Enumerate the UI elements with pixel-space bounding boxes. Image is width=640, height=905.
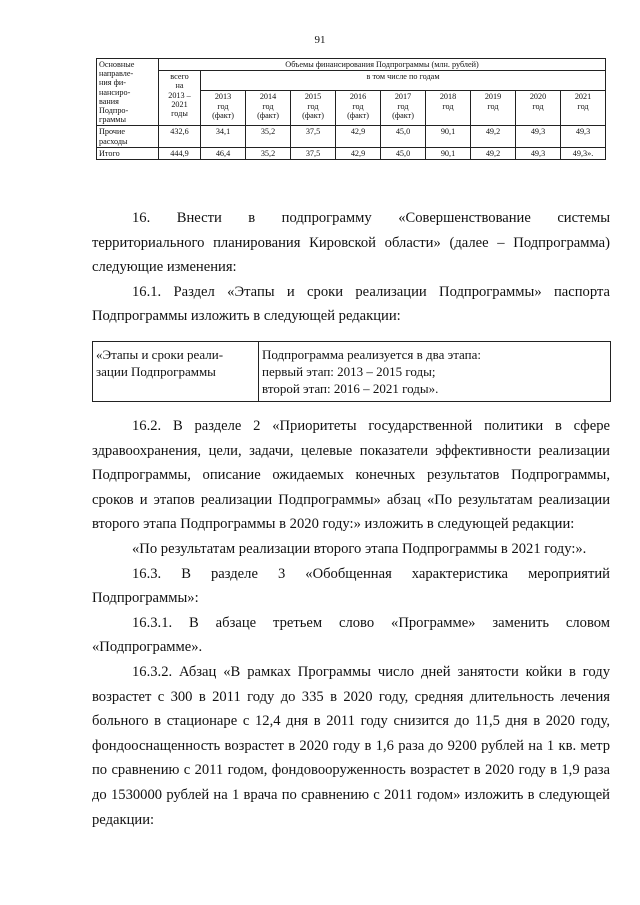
paragraph: 16.3.2. Абзац «В рамках Программы число дней занятости койки в году возрастет с 300 в 2011 году до 335 в 2020 году, средняя длительность лечения больного в стационаре с 12,4 дня в 2011 году снизится до 11,5 дня в 2020 году, фондооснащенность возрастет в 2020 году в 1,6 раза до 9200 рублей на 1 кв. метр по сравнению с 2011 годом, фондовооруженность возрастет в 2020 году в 1,9 раза до 1530000 рублей на 1 врача по сравнению с 2011 годом» изложить в следующей редакции: xyxy=(92,663,610,828)
stages-label: «Этапы и сроки реали- зации Подпрограммы xyxy=(93,342,259,402)
table-cell: 90,1 xyxy=(426,126,471,147)
table-cell: 49,3 xyxy=(561,126,606,147)
stages-value: Подпрограмма реализуется в два этапа: первый этап: 2013 – 2015 годы; второй этап: 2016 – 2021 годы». xyxy=(259,342,611,402)
header-year-2015: 2015 год (факт) xyxy=(291,91,336,126)
table-cell: 46,4 xyxy=(201,147,246,159)
page-number: 91 xyxy=(314,34,326,46)
header-financing-volume: Объемы финансирования Подпрограммы (млн. рублей) xyxy=(159,59,606,71)
header-year-2020: 2020 год xyxy=(516,91,561,126)
table-cell: 49,3». xyxy=(561,147,606,159)
table-row xyxy=(97,147,606,159)
text-block-bottom xyxy=(92,414,610,832)
table-cell: 37,5 xyxy=(291,126,336,147)
table-cell: 49,3 xyxy=(516,147,561,159)
header-year-2014: 2014 год (факт) xyxy=(246,91,291,126)
financing-table xyxy=(96,58,606,160)
text-block-top xyxy=(92,206,610,329)
header-year-2016: 2016 год (факт) xyxy=(336,91,381,126)
paragraph: «По результатам реализации второго этапа Подпрограммы в 2021 году:». xyxy=(132,540,587,557)
paragraph: 16.1. Раздел «Этапы и сроки реализации Подпрограммы» паспорта Подпрограммы изложить в следующей редакции: xyxy=(92,283,610,325)
table-cell: 90,1 xyxy=(426,147,471,159)
paragraph: 16.3.1. В абзаце третьем слово «Программе» заменить словом «Подпрограмме». xyxy=(92,614,610,656)
stages-table xyxy=(92,341,611,402)
table-cell: 45,0 xyxy=(381,126,426,147)
header-total: всего на 2013 – 2021 годы xyxy=(159,71,201,126)
table-row xyxy=(97,126,606,147)
table-cell: 45,0 xyxy=(381,147,426,159)
header-by-year: в том числе по годам xyxy=(201,71,606,91)
table-cell: 42,9 xyxy=(336,147,381,159)
header-year-2019: 2019 год xyxy=(471,91,516,126)
paragraph: 16.3. В разделе 3 «Обобщенная характеристика мероприятий Подпрограммы»: xyxy=(92,565,610,607)
table-cell: 49,3 xyxy=(516,126,561,147)
header-year-2018: 2018 год xyxy=(426,91,471,126)
table-cell: 42,9 xyxy=(336,126,381,147)
paragraph: 16. Внести в подпрограмму «Совершенствование системы территориального планирования Кировской области» (далее – Подпрограмма) следующие изменения: xyxy=(92,210,610,276)
table-cell: 34,1 xyxy=(201,126,246,147)
table-cell: 49,2 xyxy=(471,147,516,159)
table-cell: 35,2 xyxy=(246,147,291,159)
table-cell: 37,5 xyxy=(291,147,336,159)
header-year-2021: 2021 год xyxy=(561,91,606,126)
paragraph: 16.2. В разделе 2 «Приоритеты государственной политики в сфере здравоохранения, цели, задачи, целевые показатели эффективности реализации Подпрограммы, описание ожидаемых конечных результатов Подпрограммы, сроков и этапов реализации Подпрограммы» абзац «По результатам реализации второго этапа Подпрограммы в 2020 году:» изложить в следующей редакции: xyxy=(92,418,610,533)
header-main-directions: Основные направле- ния фи- нансиро- вания Подпро- граммы xyxy=(97,59,159,126)
row-label: Прочие расходы xyxy=(97,126,159,147)
row-label: Итого xyxy=(97,147,159,159)
table-cell: 35,2 xyxy=(246,126,291,147)
table-cell: 432,6 xyxy=(159,126,201,147)
table-cell: 49,2 xyxy=(471,126,516,147)
header-year-2017: 2017 год (факт) xyxy=(381,91,426,126)
header-year-2013: 2013 год (факт) xyxy=(201,91,246,126)
table-cell: 444,9 xyxy=(159,147,201,159)
